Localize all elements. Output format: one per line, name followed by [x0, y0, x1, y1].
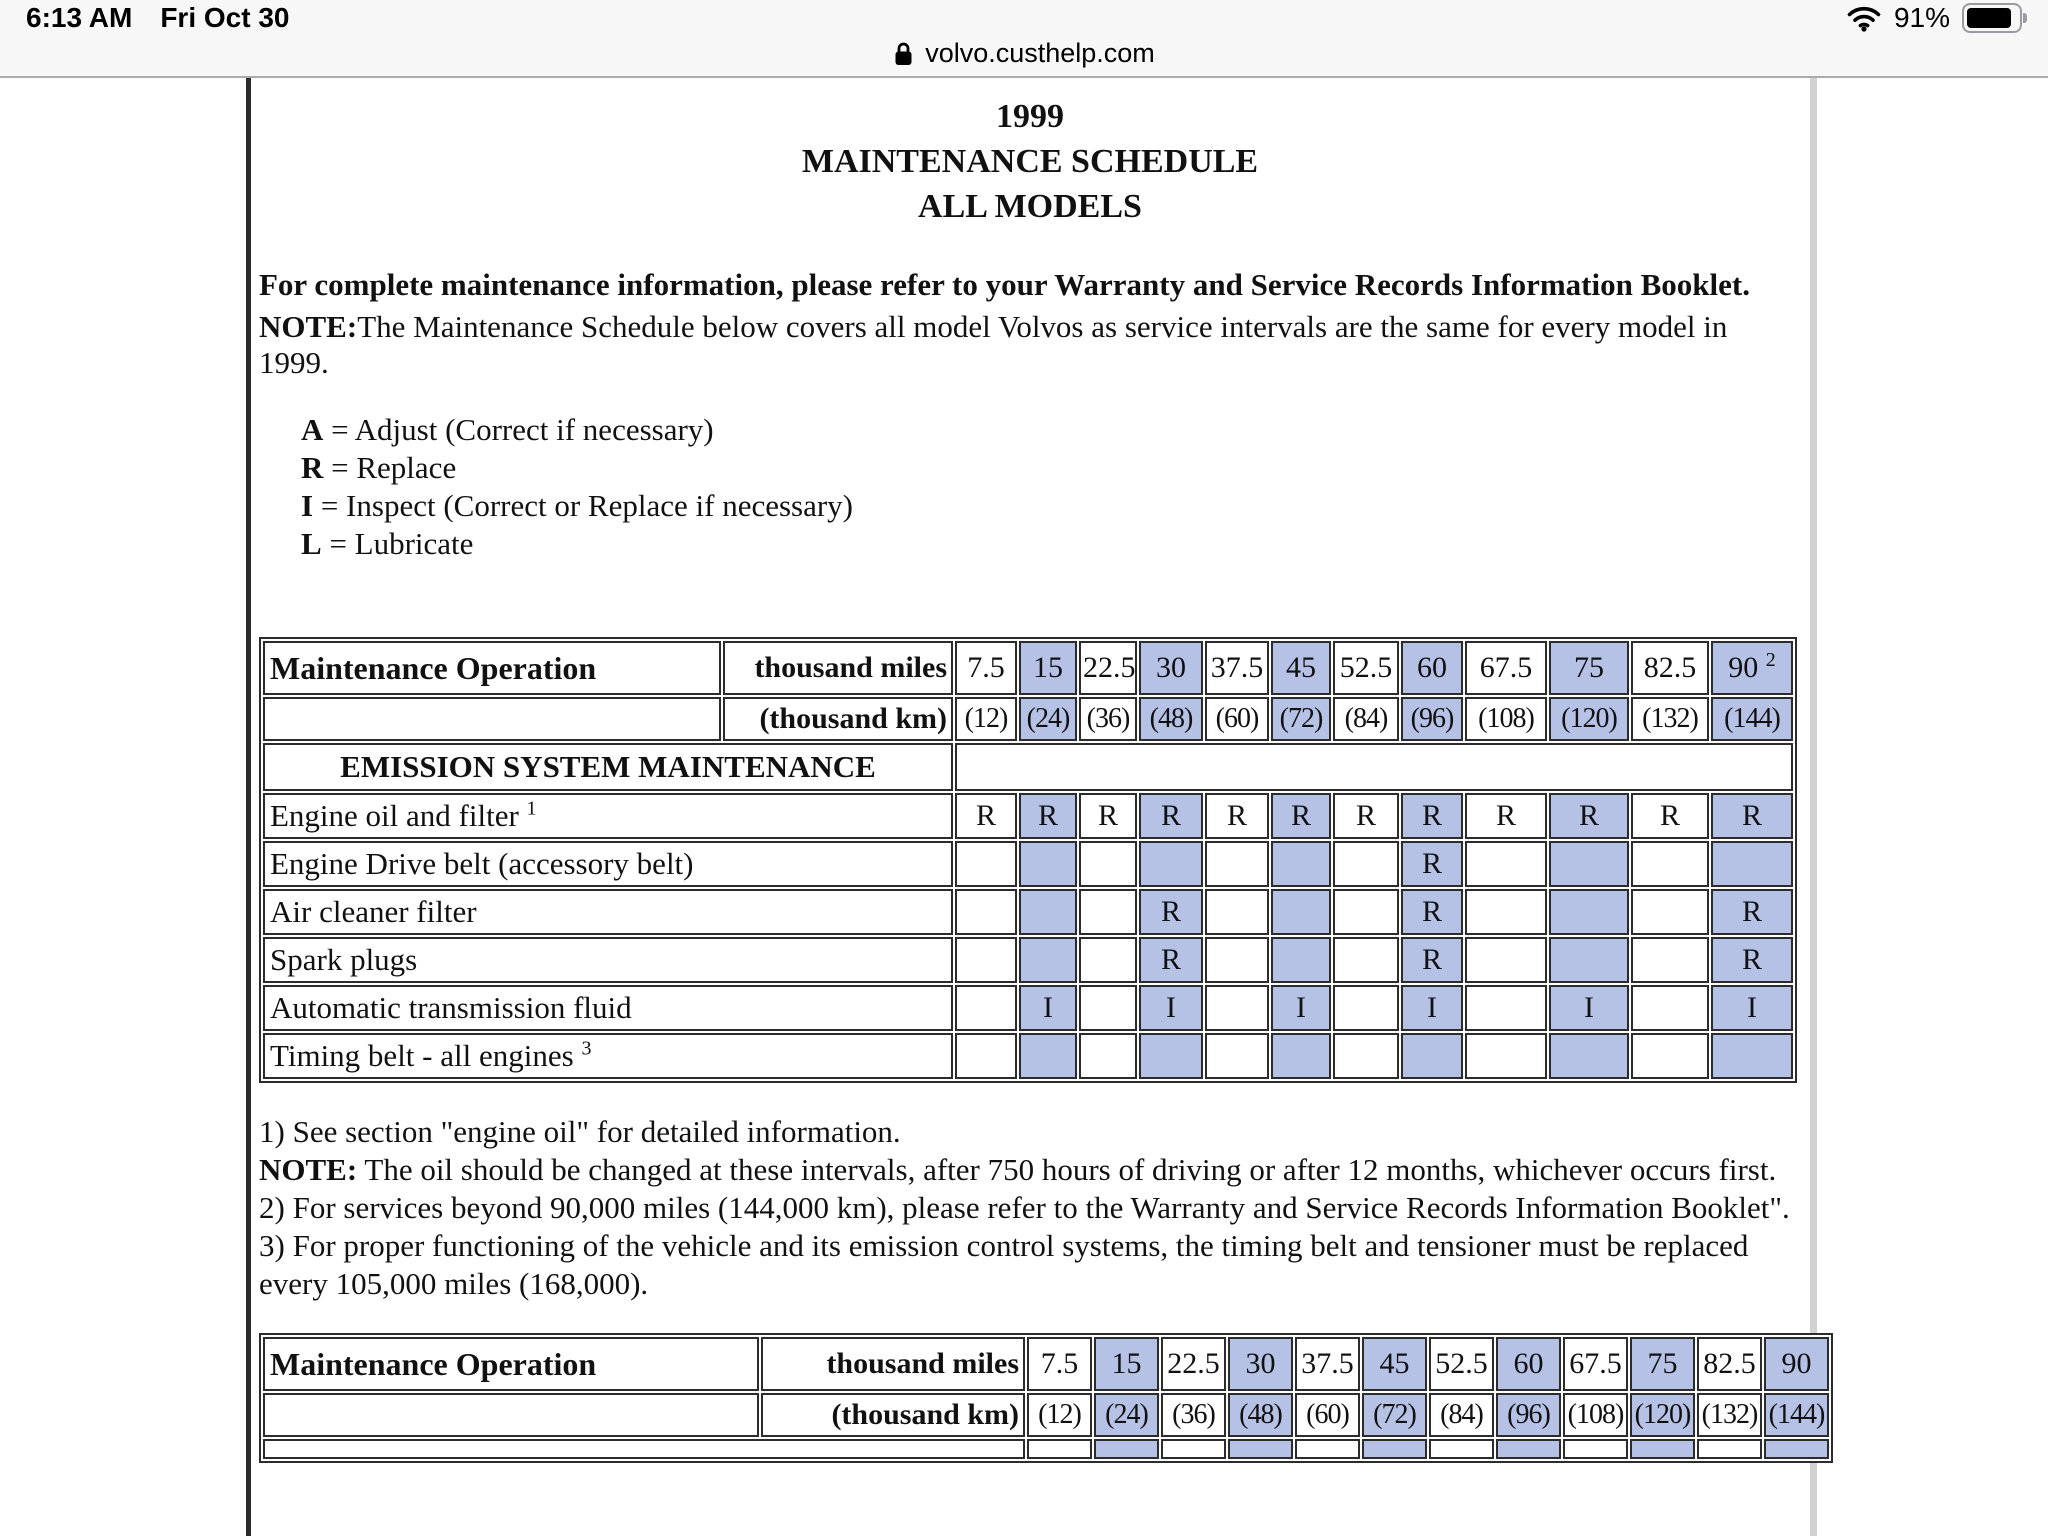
empty-cell — [1630, 1439, 1695, 1459]
km-header-(24): (24) — [1019, 697, 1077, 741]
empty-cell — [1465, 985, 1547, 1031]
footnote-note-label: NOTE: — [259, 1152, 358, 1187]
footnote-2: 2) For services beyond 90,000 miles (144,000 km), please refer to the Warranty and Service Records Information Booklet". — [259, 1190, 1790, 1225]
empty-cell — [1333, 841, 1399, 887]
footnote-3: 3) For proper functioning of the vehicle and its emission control systems, the timing belt and tensioner must be replaced every 105,000 miles (168,000). — [259, 1228, 1749, 1301]
legend-item-L: L = Lubricate — [301, 526, 474, 561]
empty-cell — [1079, 985, 1137, 1031]
empty-cell — [1271, 937, 1331, 983]
mark-I: I — [1549, 985, 1629, 1031]
km-header-(96): (96) — [1496, 1393, 1561, 1437]
maintenance-table-1 — [259, 637, 1797, 1083]
note-text: The Maintenance Schedule below covers all model Volvos as service intervals are the same for every model in 1999. — [259, 309, 1728, 380]
miles-header-52.5: 52.5 — [1333, 641, 1399, 695]
title-schedule: MAINTENANCE SCHEDULE — [801, 143, 1259, 180]
km-header-(84): (84) — [1333, 697, 1399, 741]
empty-cell — [1631, 985, 1709, 1031]
empty-cell — [1631, 841, 1709, 887]
empty-cell — [263, 697, 721, 741]
mark-R: R — [1271, 793, 1331, 839]
empty-cell — [1079, 937, 1137, 983]
empty-cell — [263, 1439, 1025, 1459]
empty-cell — [263, 1393, 759, 1437]
legend-item-I: I = Inspect (Correct or Replace if necessary) — [301, 488, 854, 523]
footnotes — [259, 1113, 1801, 1303]
mark-I: I — [1711, 985, 1793, 1031]
empty-cell — [1027, 1439, 1092, 1459]
empty-cell — [1019, 937, 1077, 983]
empty-cell — [1333, 937, 1399, 983]
km-header-(120): (120) — [1549, 697, 1629, 741]
empty-cell — [955, 889, 1017, 935]
url-text: volvo.custhelp.com — [925, 37, 1155, 68]
empty-cell — [1711, 841, 1793, 887]
page-viewport — [0, 78, 2048, 1536]
miles-header-30: 30 — [1139, 641, 1203, 695]
empty-cell — [1549, 889, 1629, 935]
row-label: Air cleaner filter — [263, 889, 953, 935]
empty-cell — [1205, 841, 1269, 887]
row-label: Timing belt - all engines $^3$ — [263, 1033, 953, 1079]
mark-R: R — [1549, 793, 1629, 839]
legend-item-A: A = Adjust (Correct if necessary) — [301, 412, 714, 447]
title-year: 1999 — [996, 98, 1064, 135]
wifi-icon — [1846, 4, 1882, 32]
footnote-note-text: The oil should be changed at these intervals, after 750 hours of driving or after 12 months, whichever occurs first. — [357, 1152, 1777, 1187]
km-header-(12): (12) — [1027, 1393, 1092, 1437]
superscript: 1 — [526, 797, 537, 820]
miles-header-22.5: 22.5 — [1079, 641, 1137, 695]
miles-header-90: 90 — [1764, 1337, 1829, 1391]
col-header-km: (thousand km) — [761, 1393, 1025, 1437]
empty-cell — [1362, 1439, 1427, 1459]
empty-cell — [1079, 1033, 1137, 1079]
mark-R: R — [1139, 793, 1203, 839]
footnote-1: 1) See section "engine oil" for detailed information. — [259, 1114, 901, 1149]
empty-cell — [1019, 841, 1077, 887]
miles-header-60: 60 — [1496, 1337, 1561, 1391]
title-models: ALL MODELS — [918, 188, 1142, 225]
empty-cell — [1563, 1439, 1628, 1459]
empty-cell — [1429, 1439, 1494, 1459]
empty-cell — [1094, 1439, 1159, 1459]
mark-R: R — [1139, 937, 1203, 983]
miles-header-37.5: 37.5 — [1295, 1337, 1360, 1391]
miles-header-82.5: 82.5 — [1631, 641, 1709, 695]
row-label: Automatic transmission fluid — [263, 985, 953, 1031]
empty-cell — [1205, 937, 1269, 983]
empty-cell — [1764, 1439, 1829, 1459]
col-header-operation: Maintenance Operation — [263, 641, 721, 695]
mark-I: I — [1401, 985, 1463, 1031]
battery-nub — [2023, 13, 2027, 23]
km-header-(144): (144) — [1764, 1393, 1829, 1437]
superscript: 3 — [581, 1037, 592, 1060]
km-header-(72): (72) — [1362, 1393, 1427, 1437]
km-header-(132): (132) — [1631, 697, 1709, 741]
miles-header-15: 15 — [1019, 641, 1077, 695]
mark-R: R — [1205, 793, 1269, 839]
km-header-(36): (36) — [1161, 1393, 1226, 1437]
miles-header-15: 15 — [1094, 1337, 1159, 1391]
miles-header-75: 75 — [1549, 641, 1629, 695]
mark-I: I — [1019, 985, 1077, 1031]
miles-header-7.5: 7.5 — [955, 641, 1017, 695]
miles-header-52.5: 52.5 — [1429, 1337, 1494, 1391]
km-header-(72): (72) — [1271, 697, 1331, 741]
empty-cell — [1549, 937, 1629, 983]
note-label: NOTE: — [259, 309, 358, 344]
km-header-(132): (132) — [1697, 1393, 1762, 1437]
superscript: 2 — [1765, 649, 1776, 671]
miles-header-67.5: 67.5 — [1465, 641, 1547, 695]
empty-cell — [1271, 889, 1331, 935]
status-left — [26, 2, 290, 34]
scrollbar-track[interactable] — [1810, 78, 1817, 1536]
mark-R: R — [1401, 793, 1463, 839]
mark-R: R — [1711, 937, 1793, 983]
intro-paragraph: For complete maintenance information, please refer to your Warranty and Service Records Information Booklet. — [259, 267, 1750, 302]
km-header-(12): (12) — [955, 697, 1017, 741]
section-header: EMISSION SYSTEM MAINTENANCE — [263, 743, 953, 791]
empty-cell — [1465, 937, 1547, 983]
empty-cell — [1205, 889, 1269, 935]
empty-cell — [1019, 1033, 1077, 1079]
col-header-miles: thousand miles — [761, 1337, 1025, 1391]
status-bar — [0, 2, 2048, 34]
empty-cell — [1271, 841, 1331, 887]
row-label: Spark plugs — [263, 937, 953, 983]
empty-cell — [1333, 1033, 1399, 1079]
mark-R: R — [1711, 793, 1793, 839]
km-header-(84): (84) — [1429, 1393, 1494, 1437]
empty-cell — [955, 1033, 1017, 1079]
empty-cell — [1228, 1439, 1293, 1459]
col-header-miles: thousand miles — [723, 641, 953, 695]
empty-cell — [1205, 1033, 1269, 1079]
lock-icon — [893, 40, 914, 67]
empty-cell — [955, 937, 1017, 983]
km-header-(96): (96) — [1401, 697, 1463, 741]
km-header-(48): (48) — [1228, 1393, 1293, 1437]
miles-header-22.5: 22.5 — [1161, 1337, 1226, 1391]
mark-R: R — [1139, 889, 1203, 935]
empty-cell — [955, 985, 1017, 1031]
empty-cell — [1139, 1033, 1203, 1079]
status-time: 6:13 AM — [26, 2, 133, 33]
empty-cell — [1465, 1033, 1547, 1079]
miles-header-67.5: 67.5 — [1563, 1337, 1628, 1391]
empty-cell — [955, 743, 1793, 791]
empty-cell — [1333, 985, 1399, 1031]
miles-header-7.5: 7.5 — [1027, 1337, 1092, 1391]
mark-I: I — [1271, 985, 1331, 1031]
miles-header-60: 60 — [1401, 641, 1463, 695]
empty-cell — [1549, 1033, 1629, 1079]
empty-cell — [1079, 841, 1137, 887]
km-header-(144): (144) — [1711, 697, 1793, 741]
maintenance-table-2 — [259, 1333, 1833, 1463]
mark-R: R — [1401, 937, 1463, 983]
legend-item-R: R = Replace — [301, 450, 457, 485]
empty-cell — [1697, 1439, 1762, 1459]
empty-cell — [1631, 889, 1709, 935]
empty-cell — [1631, 937, 1709, 983]
mark-R: R — [1465, 793, 1547, 839]
col-header-km: (thousand km) — [723, 697, 953, 741]
km-header-(120): (120) — [1630, 1393, 1695, 1437]
km-header-(108): (108) — [1465, 697, 1547, 741]
miles-header-82.5: 82.5 — [1697, 1337, 1762, 1391]
empty-cell — [1139, 841, 1203, 887]
mark-R: R — [955, 793, 1017, 839]
empty-cell — [1496, 1439, 1561, 1459]
km-header-(24): (24) — [1094, 1393, 1159, 1437]
empty-cell — [1631, 1033, 1709, 1079]
empty-cell — [1711, 1033, 1793, 1079]
mark-R: R — [1401, 841, 1463, 887]
miles-header-30: 30 — [1228, 1337, 1293, 1391]
empty-cell — [1333, 889, 1399, 935]
footnote-note — [259, 1151, 1801, 1189]
empty-cell — [1465, 841, 1547, 887]
empty-cell — [955, 841, 1017, 887]
page-title — [259, 94, 1801, 229]
empty-cell — [1019, 889, 1077, 935]
note-paragraph — [259, 309, 1801, 381]
mark-I: I — [1139, 985, 1203, 1031]
mark-R: R — [1019, 793, 1077, 839]
km-header-(36): (36) — [1079, 697, 1137, 741]
miles-header-45: 45 — [1271, 641, 1331, 695]
km-header-(60): (60) — [1205, 697, 1269, 741]
empty-cell — [1549, 841, 1629, 887]
empty-cell — [1161, 1439, 1226, 1459]
legend-list — [301, 411, 1801, 563]
row-label: Engine Drive belt (accessory belt) — [263, 841, 953, 887]
km-header-(108): (108) — [1563, 1393, 1628, 1437]
miles-header-37.5: 37.5 — [1205, 641, 1269, 695]
empty-cell — [1271, 1033, 1331, 1079]
col-header-operation: Maintenance Operation — [263, 1337, 759, 1391]
document-content — [251, 78, 1825, 1463]
miles-header-90: 90 $^2$ — [1711, 641, 1793, 695]
battery-icon — [1962, 3, 2022, 33]
mark-R: R — [1401, 889, 1463, 935]
browser-chrome — [0, 0, 2048, 78]
status-date: Fri Oct 30 — [160, 2, 290, 33]
mark-R: R — [1079, 793, 1137, 839]
row-label: Engine oil and filter $^1$ — [263, 793, 953, 839]
miles-header-75: 75 — [1630, 1337, 1695, 1391]
mark-R: R — [1631, 793, 1709, 839]
km-header-(48): (48) — [1139, 697, 1203, 741]
miles-header-45: 45 — [1362, 1337, 1427, 1391]
empty-cell — [1295, 1439, 1360, 1459]
status-right — [1846, 2, 2022, 34]
empty-cell — [1401, 1033, 1463, 1079]
empty-cell — [1465, 889, 1547, 935]
empty-cell — [1205, 985, 1269, 1031]
km-header-(60): (60) — [1295, 1393, 1360, 1437]
empty-cell — [1079, 889, 1137, 935]
mark-R: R — [1333, 793, 1399, 839]
address-bar[interactable] — [893, 38, 1155, 69]
url-row — [0, 32, 2048, 74]
mark-R: R — [1711, 889, 1793, 935]
battery-fill — [1967, 8, 2011, 28]
battery-percent: 91% — [1893, 2, 1950, 33]
